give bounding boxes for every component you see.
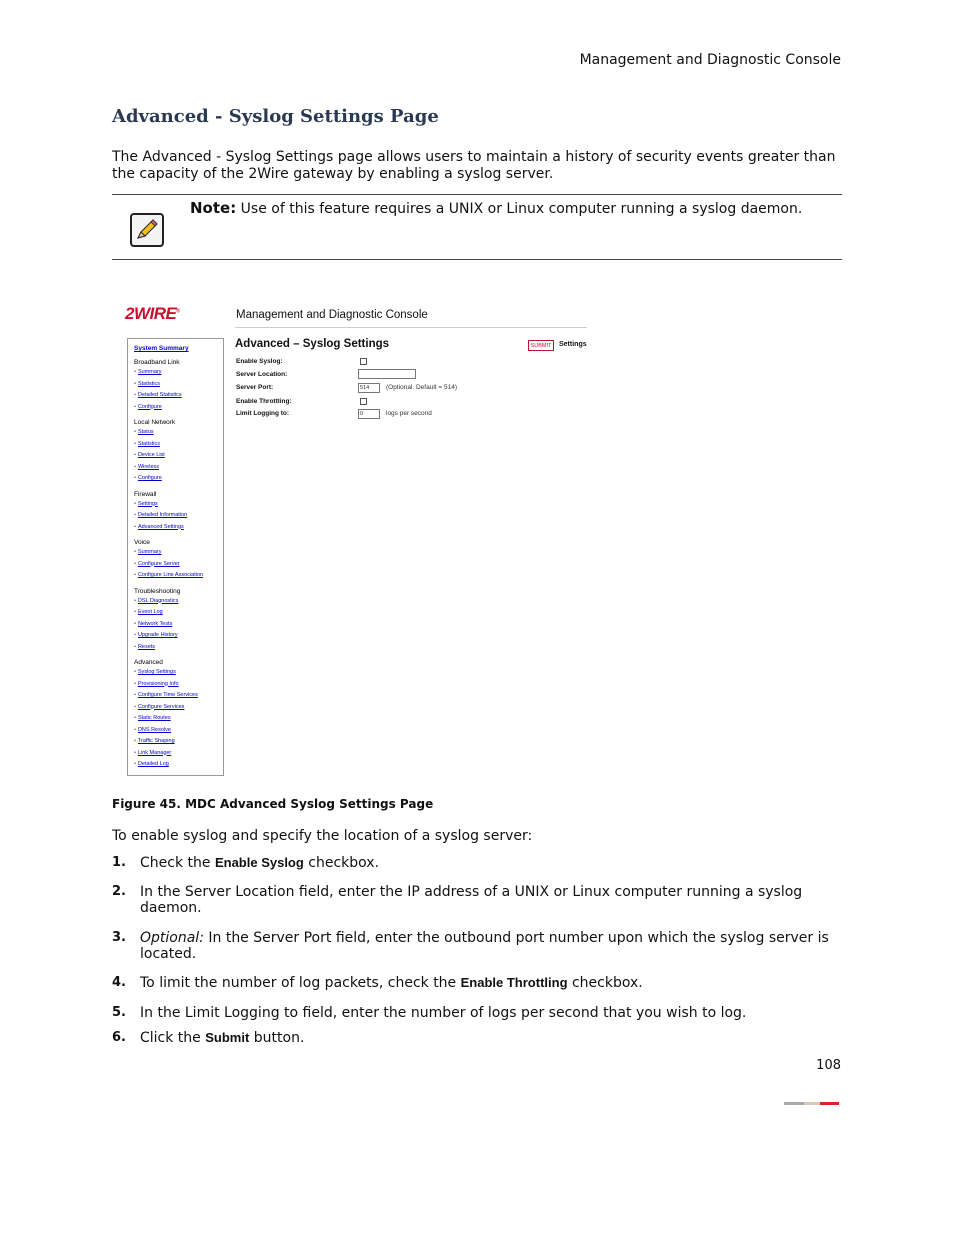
panel-title: Advanced – Syslog Settings — [235, 338, 390, 350]
nav-item[interactable] — [134, 473, 223, 485]
nav-link[interactable]: Event Log — [137, 609, 163, 615]
step-text: In the Server Location field, enter the IP address of a UNIX or Linux computer running a syslog daemon. — [140, 884, 803, 916]
logo-text: 2WIRE — [125, 304, 177, 323]
server-location-label: Server Location: — [236, 371, 288, 378]
nav-item[interactable] — [134, 713, 223, 725]
nav-link[interactable]: Syslog Settings — [137, 669, 176, 675]
nav-item[interactable] — [134, 759, 223, 771]
step-2 — [112, 884, 847, 916]
bullet-icon: • — [134, 523, 136, 530]
pencil-icon — [132, 215, 162, 245]
intro-paragraph: The Advanced - Syslog Settings page allows users to maintain a history of security events greater than the capacity of the 2Wire gateway by enabling a syslog server. — [112, 149, 836, 182]
bullet-icon: • — [134, 572, 136, 578]
nav-item[interactable] — [134, 667, 223, 679]
bullet-icon: • — [134, 643, 136, 650]
nav-item[interactable] — [134, 547, 223, 559]
nav-group — [134, 358, 223, 413]
nav-link[interactable]: Detailed Statistics — [137, 392, 182, 398]
limit-logging-unit: logs per second — [386, 410, 432, 417]
nav-link[interactable]: Upgrade History — [137, 632, 178, 638]
step-3 — [112, 930, 847, 962]
bullet-icon: • — [134, 463, 136, 470]
nav-heading: Troubleshooting — [134, 587, 181, 595]
bullet-icon: • — [134, 703, 136, 710]
step-number: 2. — [112, 884, 126, 899]
bullet-icon: • — [134, 380, 136, 387]
step-number: 1. — [112, 855, 126, 870]
nav-link[interactable]: DNS Resolve — [137, 726, 171, 733]
bullet-icon: • — [134, 512, 136, 518]
nav-groups — [134, 358, 223, 771]
step-6 — [112, 1030, 847, 1046]
bullet-icon: • — [134, 609, 136, 615]
nav-item[interactable] — [134, 736, 223, 748]
bullet-icon: • — [134, 429, 136, 435]
limit-logging-input[interactable]: 0 — [358, 409, 380, 419]
section-title: Advanced - Syslog Settings Page — [112, 106, 439, 127]
nav-group — [134, 658, 223, 771]
procedure-lead: To enable syslog and specify the location of a syslog server: — [112, 828, 533, 844]
nav-item[interactable] — [134, 510, 223, 522]
nav-link[interactable]: Settings — [137, 500, 158, 507]
nav-link[interactable]: Link Manager — [137, 749, 172, 756]
nav-link[interactable]: Configure — [137, 475, 162, 481]
nav-heading: Voice — [134, 539, 150, 546]
enable-syslog-label: Enable Syslog: — [236, 358, 283, 365]
nav-item[interactable] — [134, 679, 223, 691]
note-top-rule — [112, 194, 842, 195]
page-number: 108 — [816, 1058, 841, 1073]
server-port-input[interactable]: 514 — [358, 383, 380, 393]
step-text: To limit the number of log packets, check the — [140, 975, 461, 991]
console-title: Management and Diagnostic Console — [236, 309, 428, 321]
step-text: checkbox. — [567, 975, 643, 991]
nav-item[interactable] — [134, 725, 223, 737]
step-ui-term: Enable Syslog — [214, 855, 304, 870]
step-text: button. — [249, 1030, 305, 1046]
figure-caption: Figure 45. MDC Advanced Syslog Settings Page — [112, 797, 434, 811]
bullet-icon: • — [134, 726, 136, 733]
nav-item[interactable] — [134, 439, 223, 451]
bullet-icon: • — [134, 620, 136, 627]
footer-bar-segment — [784, 1102, 804, 1105]
bullet-icon: • — [134, 669, 136, 675]
enable-throttling-label: Enable Throttling: — [236, 398, 292, 405]
nav-heading: Firewall — [134, 490, 157, 498]
2wire-logo — [125, 304, 180, 324]
bullet-icon: • — [134, 738, 136, 744]
nav-link[interactable]: Detailed Log — [137, 761, 169, 767]
nav-link[interactable]: Statistics — [137, 440, 160, 447]
nav-link[interactable]: Resets — [137, 643, 156, 650]
nav-item[interactable] — [134, 367, 223, 379]
step-text: In the Server Port field, enter the outbound port number upon which the syslog server is located. — [140, 930, 829, 962]
bullet-icon: • — [134, 369, 136, 375]
console-title-rule — [235, 327, 587, 328]
nav-group — [134, 538, 223, 582]
nav-link[interactable]: Statistics — [137, 380, 160, 387]
step-text: Click the — [140, 1030, 206, 1046]
nav-group — [134, 587, 223, 654]
bullet-icon: • — [134, 692, 136, 698]
step-number: 5. — [112, 1005, 126, 1020]
pencil-note-icon — [130, 213, 164, 247]
enable-throttling-checkbox[interactable] — [360, 398, 367, 405]
step-ui-term: Submit — [205, 1030, 250, 1045]
nav-link[interactable]: Device List — [137, 452, 165, 458]
nav-item[interactable] — [134, 379, 223, 391]
step-number: 6. — [112, 1030, 126, 1045]
nav-link[interactable]: Traffic Shaping — [137, 738, 175, 744]
nav-item[interactable] — [134, 748, 223, 760]
bullet-icon: • — [134, 549, 136, 555]
nav-link[interactable]: Advanced Settings — [137, 523, 184, 530]
step-text: checkbox. — [303, 855, 380, 871]
submit-button[interactable]: SUBMIT — [528, 340, 554, 351]
server-port-label: Server Port: — [236, 384, 274, 391]
nav-link[interactable]: Configure — [137, 403, 162, 410]
nav-link[interactable]: Status — [137, 429, 154, 435]
step-ui-term: Enable Throttling — [460, 975, 568, 990]
nav-item[interactable] — [134, 642, 223, 654]
bullet-icon: • — [134, 392, 136, 398]
step-number: 4. — [112, 975, 126, 990]
nav-item[interactable] — [134, 596, 223, 608]
bullet-icon: • — [134, 560, 136, 567]
nav-link[interactable]: Summary — [137, 369, 162, 375]
nav-item[interactable] — [134, 559, 223, 571]
step-5 — [112, 1005, 847, 1021]
nav-link[interactable]: Network Tests — [137, 620, 173, 627]
nav-item[interactable] — [134, 702, 223, 714]
nav-item[interactable] — [134, 390, 223, 402]
step-1 — [112, 855, 847, 871]
nav-link[interactable]: Provisioning Info — [137, 680, 179, 687]
nav-link[interactable]: DSL Diagnostics — [137, 597, 179, 604]
step-4 — [112, 975, 847, 991]
note-label: Note: — [190, 199, 237, 217]
running-header: Management and Diagnostic Console — [579, 52, 841, 68]
limit-logging-label: Limit Logging to: — [236, 410, 290, 417]
nav-item[interactable] — [134, 522, 223, 534]
mdc-screenshot — [125, 300, 590, 780]
nav-link[interactable]: Configure Services — [137, 703, 185, 710]
nav-link[interactable]: Summary — [137, 549, 162, 555]
nav-link[interactable]: Configure Server — [137, 560, 180, 567]
bullet-icon: • — [134, 715, 136, 721]
bullet-icon: • — [134, 403, 136, 410]
nav-link[interactable]: Wireless — [137, 463, 160, 470]
note-text: Use of this feature requires a UNIX or Linux computer running a syslog daemon. — [240, 201, 803, 217]
nav-heading: Broadband Link — [134, 359, 180, 366]
nav-link[interactable]: Configure Line Association — [137, 572, 204, 578]
nav-item[interactable] — [134, 690, 223, 702]
logo-registered-mark: ® — [176, 308, 180, 315]
bullet-icon: • — [134, 452, 136, 458]
footer-bar-segment — [820, 1102, 839, 1105]
nav-link[interactable]: Detailed Information — [137, 512, 188, 518]
nav-link[interactable]: Static Routes — [137, 715, 171, 721]
note-bottom-rule — [112, 259, 842, 260]
bullet-icon: • — [134, 680, 136, 687]
note — [190, 200, 840, 218]
nav-item[interactable] — [134, 630, 223, 642]
bullet-icon: • — [134, 749, 136, 756]
server-port-hint: (Optional. Default = 514) — [386, 384, 457, 391]
nav-item[interactable] — [134, 619, 223, 631]
step-optional: Optional: — [140, 930, 204, 946]
bullet-icon: • — [134, 632, 136, 638]
nav-heading: Local Network — [134, 419, 176, 426]
nav-item[interactable] — [134, 462, 223, 474]
nav-group — [134, 418, 223, 485]
nav-item[interactable] — [134, 450, 223, 462]
nav-system-summary[interactable]: System Summary — [134, 345, 189, 352]
nav-link[interactable]: Configure Time Services — [137, 692, 198, 698]
nav-item[interactable] — [134, 570, 223, 582]
step-text: In the Limit Logging to field, enter the number of logs per second that you wish to log. — [140, 1005, 747, 1021]
bullet-icon: • — [134, 597, 136, 604]
enable-syslog-checkbox[interactable] — [360, 358, 367, 365]
step-text: Check the — [140, 855, 215, 871]
bullet-icon: • — [134, 761, 136, 767]
server-location-input[interactable] — [358, 369, 416, 379]
nav-item[interactable] — [134, 402, 223, 414]
nav-item[interactable] — [134, 607, 223, 619]
nav-group — [134, 490, 223, 534]
nav-item[interactable] — [134, 427, 223, 439]
step-number: 3. — [112, 930, 126, 945]
bullet-icon: • — [134, 500, 136, 507]
procedure-steps — [112, 855, 847, 1046]
submit-caption: Settings — [559, 341, 587, 348]
nav-item[interactable] — [134, 499, 223, 511]
sidebar-nav — [127, 338, 224, 776]
nav-heading: Advanced — [134, 659, 163, 666]
footer-bar-segment — [804, 1102, 820, 1105]
bullet-icon: • — [134, 475, 136, 481]
bullet-icon: • — [134, 440, 136, 447]
